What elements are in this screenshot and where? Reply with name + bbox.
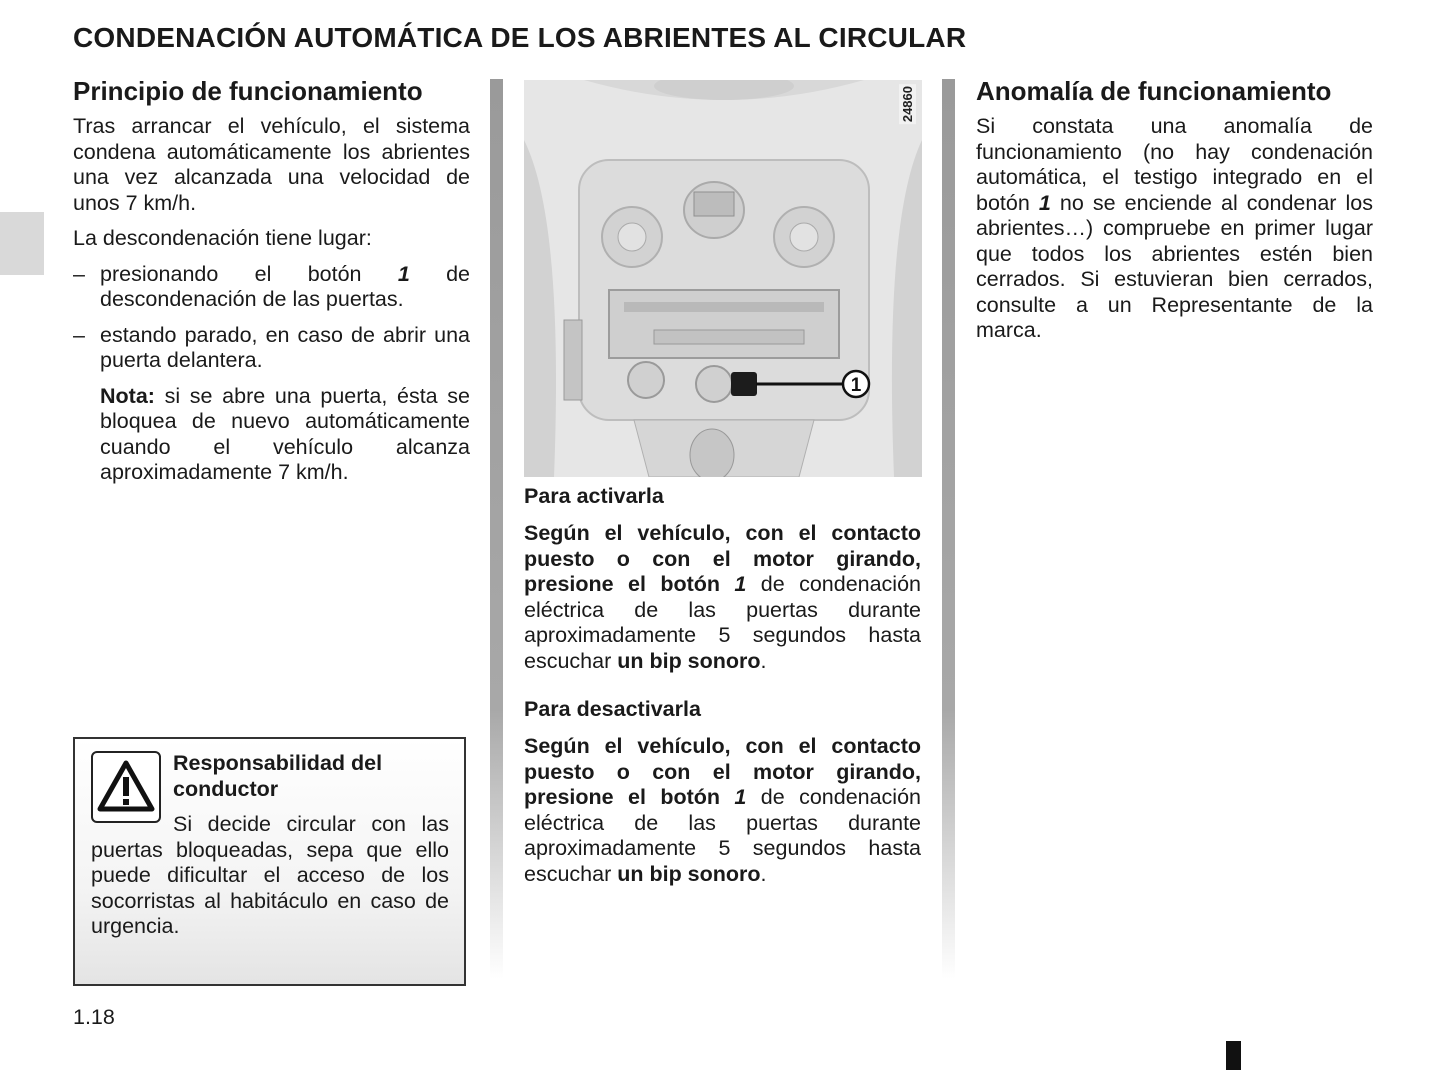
button-ref: 1 — [1038, 190, 1051, 215]
page-title: CONDENACIÓN AUTOMÁTICA DE LOS ABRIENTES AL CIRCULAR — [73, 22, 967, 53]
page-number: 1.18 — [73, 1005, 115, 1029]
deactivate-heading: Para desactivarla — [524, 697, 701, 721]
list-dash: – — [73, 261, 85, 286]
column-divider-left — [490, 79, 503, 979]
button-ref: 1 — [734, 785, 747, 809]
activate-paragraph: Según el vehículo, con el contacto puesto o con el motor girando, presione el botón 1 de condenación eléctrica de las puertas durante aproximadamente 5 segundos hasta escuchar un bip sonoro. — [524, 521, 922, 673]
note-paragraph: Nota: si se abre una puerta, ésta se bloquea de nuevo automáticamente cuando el vehículo alcanza aproximadamente 7 km/h. — [100, 383, 470, 484]
middle-column — [524, 80, 921, 897]
list-item: – presionando el botón 1 de descondenación de las puertas. — [73, 261, 471, 311]
right-column — [976, 74, 1373, 354]
note-label: Nota: — [100, 383, 155, 408]
warning-triangle-icon — [91, 751, 161, 823]
photo-code: 24860 — [900, 86, 915, 123]
button-ref: 1 — [397, 261, 410, 286]
warning-box — [73, 737, 466, 986]
deactivate-paragraph: Según el vehículo, con el contacto puesto o con el motor girando, presione el botón 1 de condenación eléctrica de las puertas durante aproximadamente 5 segundos hasta escuchar un bip sonoro. — [524, 734, 922, 886]
button-ref: 1 — [734, 572, 747, 596]
list-dash: – — [73, 322, 85, 347]
intro-paragraph: Tras arrancar el vehículo, el sistema condena automáticamente los abrientes una vez alcanzada una velocidad de unos 7 km/h. — [73, 114, 470, 215]
anomaly-paragraph: Si constata una anomalía de funcionamiento (no hay condenación automática, el testigo integrado en el botón 1 no se enciende al condenar los abrientes…) compruebe en primer lugar que todos los abrientes estén bien cerrados. Si estuvieran bien cerrados, consulte a un Representante de la marca. — [976, 114, 1373, 342]
section-tab — [0, 212, 44, 275]
unlock-intro: La descondenación tiene lugar: — [73, 226, 372, 250]
list-item: – estando parado, en caso de abrir una puerta delantera. — [73, 322, 470, 372]
column-divider-right — [942, 79, 955, 979]
left-column — [73, 74, 470, 496]
page-edge-mark — [1226, 1041, 1241, 1070]
warning-title: Responsabilidad del conductor — [173, 751, 383, 801]
section-heading-principle: Principio de funcionamiento — [73, 76, 423, 106]
section-heading-anomaly: Anomalía de funcionamiento — [976, 76, 1332, 106]
dashboard-photo — [524, 80, 922, 477]
activate-heading: Para activarla — [524, 484, 664, 508]
photo-callout: 1 — [850, 375, 862, 396]
warning-text: Si decide circular con las puertas bloqueadas, sepa que ello puede dificultar el acceso de los socorristas al habitáculo en caso de urgencia. — [91, 812, 449, 938]
